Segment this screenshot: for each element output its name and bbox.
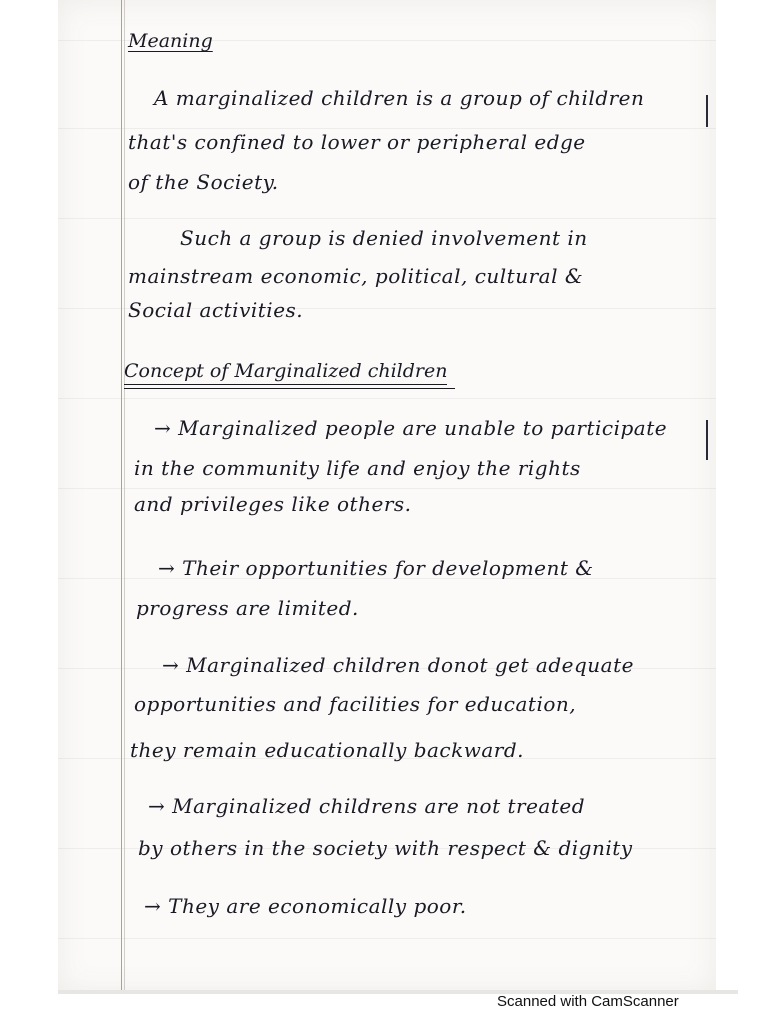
text-line: by others in the society with respect & dignity: [138, 836, 633, 860]
ruled-line: [58, 488, 716, 489]
section-heading-meaning: Meaning: [128, 30, 213, 52]
margin-bracket: [706, 420, 708, 460]
ruled-line: [58, 398, 716, 399]
text-line: Such a group is denied involvement in: [180, 226, 588, 250]
section-heading-concept: Concept of Marginalized children: [124, 360, 447, 385]
margin-line-shadow: [124, 0, 125, 993]
text-line: progress are limited.: [136, 596, 359, 620]
text-line: and privileges like others.: [134, 492, 412, 516]
text-line: in the community life and enjoy the rights: [134, 456, 581, 480]
text-line: mainstream economic, political, cultural &: [128, 264, 584, 288]
text-line: → Marginalized childrens are not treated: [148, 794, 586, 818]
text-line: of the Society.: [128, 170, 279, 194]
margin-bracket: [706, 95, 708, 127]
text-line: Social activities.: [128, 298, 304, 322]
text-line: opportunities and facilities for education,: [134, 692, 577, 716]
margin-line: [121, 0, 122, 993]
notebook-page: [58, 0, 716, 993]
text-line: → Their opportunities for development &: [158, 556, 594, 580]
text-line: → Marginalized children donot get adequate: [162, 653, 634, 677]
text-line: that's confined to lower or peripheral edge: [128, 130, 586, 154]
scanner-watermark: Scanned with CamScanner: [497, 993, 679, 1010]
ruled-line: [58, 128, 716, 129]
text-line: → Marginalized people are unable to participate: [154, 416, 668, 440]
text-line: they remain educationally backward.: [130, 738, 525, 762]
text-line: → They are economically poor.: [144, 894, 467, 918]
ruled-line: [58, 938, 716, 939]
ruled-line: [58, 218, 716, 219]
text-line: A marginalized children is a group of children: [154, 86, 645, 110]
